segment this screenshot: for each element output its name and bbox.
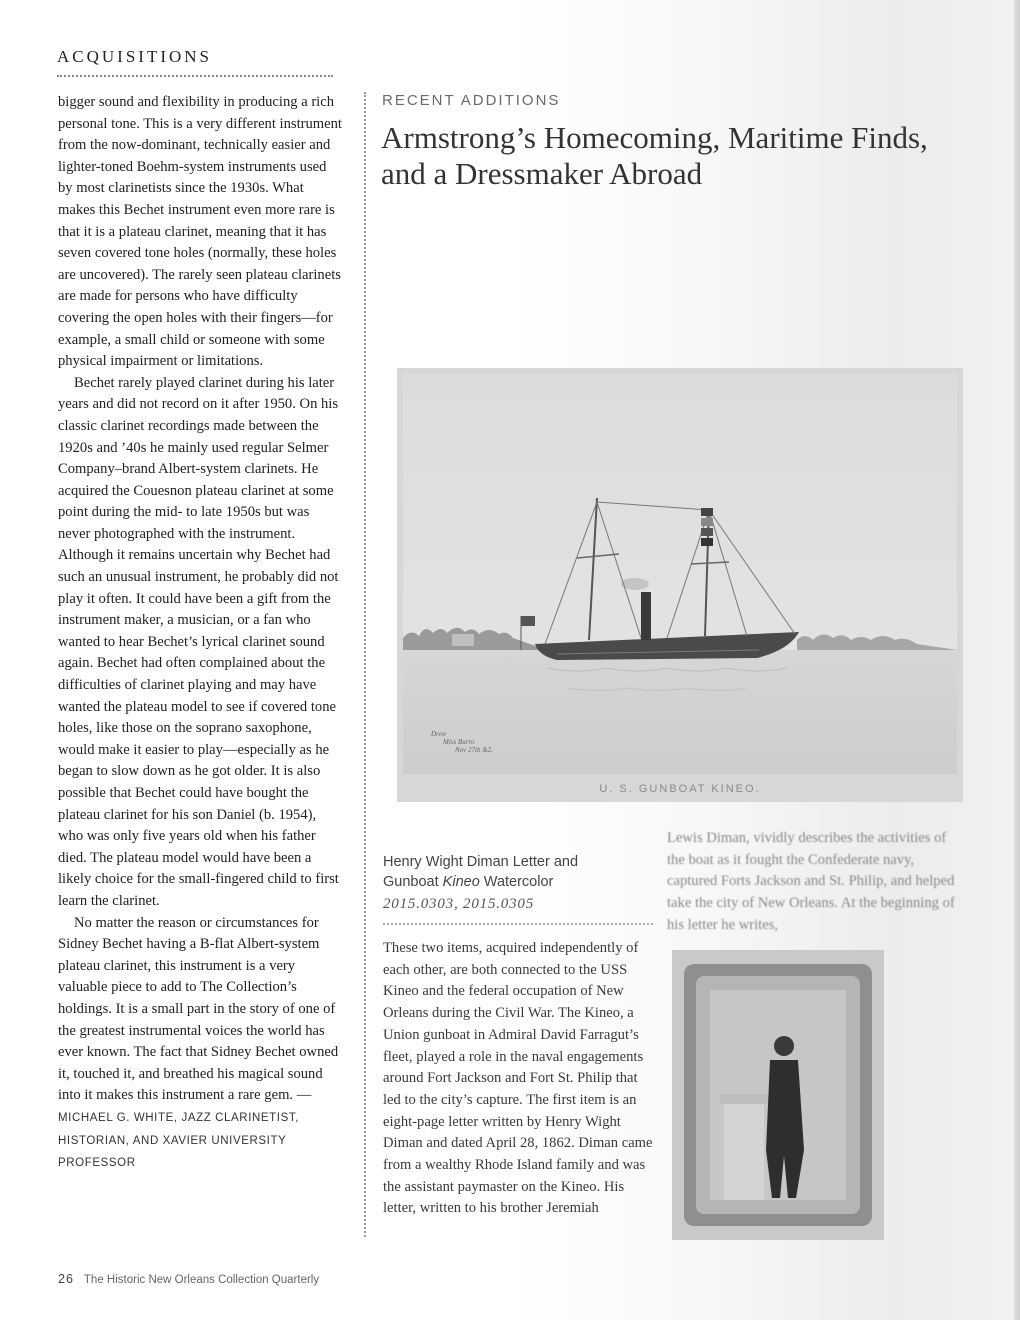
page-edge-shadow bbox=[1014, 0, 1020, 1320]
page-number: 26 bbox=[58, 1272, 74, 1286]
left-paragraph-2: Bechet rarely played clarinet during his later years and did not record on it after 1950. On his classic clarinet recordings made between the 1920s and ’40s he mainly used regular Selmer Company–brand Albert-system clarinets. He acquired the Couesnon plateau clarinet at some point during the mid- to late 1950s but was never photographed with the instrument. Although it remains uncertain why Bechet had such an unusual instrument, he probably did not play it often. It could have been a gift from the instrument maker, a musician, or a fan who wanted to hear Bechet’s lyrical clarinet sound again. Bechet had often complained about the difficulties of clarinet playing and may have wanted the plateau model to see if covered tone holes, like those on the soprano saxophone, would make it easier to play—especially as he began to slow down as he got older. It is also possible that Bechet could have bought the plateau clarinet for his son Daniel (b. 1954), who was only five years old when his father died. The plateau model would have been a likely choice for the small-fingered child to first learn the clarinet. bbox=[58, 374, 339, 909]
left-paragraph-3 bbox=[58, 913, 344, 1175]
left-paragraph-3-text: No matter the reason or circumstances for Sidney Bechet having a B-flat Albert-system plateau clarinet, this instrument is a very valuable piece to add to The Collection’s holdings. It is a small part in the story of one of the greatest instrumental voices the world has ever known. The fact that Sidney Bechet owned it, touched it, and breathed his magical sound into it makes this instrument a rare gem. — bbox=[58, 914, 339, 1104]
left-paragraph-1: bigger sound and flexibility in producing a rich personal tone. This is a very different instrument from the now-dominant, technically easier and lighter-toned Boehm-system instruments used by most clarinetists since the 1930s. What makes this Bechet instrument even more rare is that it is a plateau clarinet, meaning that it has seven covered tone holes (normally, these holes are uncovered). The rarely seen plateau clarinets are made for persons who have difficulty covering the open holes with their fingers—for example, a small child or someone with some physical impairment or limitations. bbox=[58, 94, 342, 370]
column-divider bbox=[364, 92, 366, 1237]
author-credit: MICHAEL G. WHITE, JAZZ CLARINETIST, HISTORIAN, AND XAVIER UNIVERSITY PROFESSOR bbox=[58, 1111, 300, 1170]
item-title-suffix: Watercolor bbox=[479, 874, 554, 890]
painting-inscription-3: Nov 27th &2. bbox=[455, 746, 493, 754]
item-title-italic: Kineo bbox=[442, 874, 480, 890]
painting-inscription-1: Drew bbox=[431, 730, 447, 738]
section-label: ACQUISITIONS bbox=[57, 47, 212, 66]
portrait-image bbox=[672, 950, 884, 1240]
accession-numbers: 2015.0303, 2015.0305 bbox=[383, 896, 534, 912]
right-column-text: Lewis Diman, vividly describes the activities of the boat as it fought the Confederate navy, captured Forts Jackson and St. Philip, and helped take the city of New Orleans. At the beginning of his letter he writes, bbox=[667, 830, 955, 933]
section-divider bbox=[57, 75, 333, 77]
portrait-photo bbox=[672, 950, 884, 1240]
item-title bbox=[383, 852, 623, 892]
painting-caption: U. S. GUNBOAT KINEO. bbox=[599, 783, 761, 795]
kicker: RECENT ADDITIONS bbox=[382, 92, 561, 109]
gunboat-watercolor-image bbox=[397, 368, 963, 802]
gunboat-watercolor bbox=[397, 368, 963, 802]
publication-name: The Historic New Orleans Collection Quarterly bbox=[83, 1274, 320, 1286]
painting-inscription-2: Miss Burro bbox=[443, 738, 475, 746]
left-column bbox=[58, 92, 344, 1175]
item-body: These two items, acquired independently of each other, are both connected to the USS Kineo and the federal occupation of New Orleans during the Civil War. The Kineo, a Union gunboat in Admiral David Farragut’s fleet, played a role in the naval engagements around Fort Jackson and Fort St. Philip that led to the city’s capture. The first item is an eight-page letter written by Henry Wight Diman and dated April 28, 1862. Diman came from a wealthy Rhode Island family and was the assistant paymaster on the Kineo. His letter, written to his brother Jeremiah bbox=[383, 940, 653, 1217]
item-divider bbox=[383, 923, 653, 925]
item-title-prefix: Henry Wight Diman Letter and Gunboat bbox=[383, 854, 579, 890]
page-footer bbox=[58, 1272, 319, 1286]
headline: Armstrong’s Homecoming, Maritime Finds, and a Dressmaker Abroad bbox=[381, 120, 928, 191]
